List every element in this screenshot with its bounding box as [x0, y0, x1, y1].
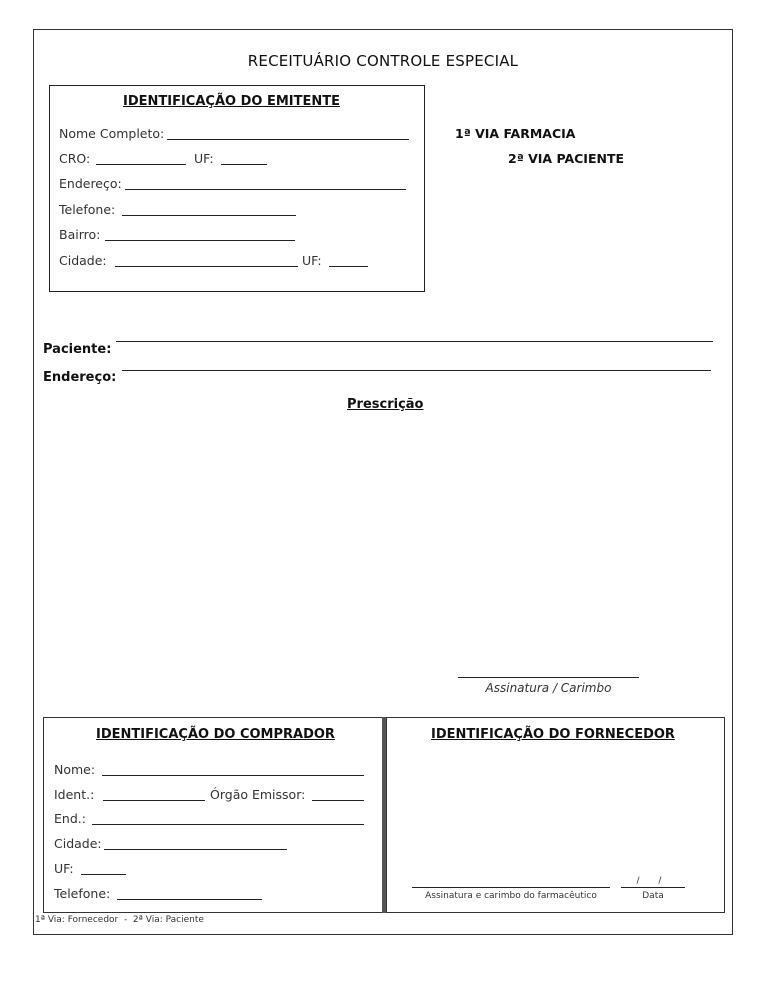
uf-label: UF: [194, 151, 214, 166]
telefone-comprador-field[interactable] [117, 899, 262, 900]
nome-comprador-field[interactable] [102, 775, 364, 776]
form-title: RECEITUÁRIO CONTROLE ESPECIAL [247, 52, 519, 70]
paciente-label: Paciente: [43, 342, 112, 357]
assinatura-farmaceutico-label: Assinatura e carimbo do farmacêutico [425, 891, 597, 901]
via-paciente: 2ª VIA PACIENTE [508, 151, 625, 166]
nome-comprador-label: Nome: [54, 762, 96, 777]
telefone-comprador-label: Telefone: [54, 886, 111, 901]
cidade-comprador-field[interactable] [104, 849, 287, 850]
prescricao-area[interactable] [43, 420, 723, 660]
ident-label: Ident.: [54, 787, 95, 802]
endereco-paciente-field[interactable] [122, 370, 711, 371]
data-label: Data [642, 891, 664, 901]
bairro-label: Bairro: [59, 227, 101, 242]
cro-label: CRO: [59, 151, 91, 166]
comprador-box [43, 717, 384, 913]
cidade-emitente-label: Cidade: [59, 253, 107, 268]
end-comprador-label: End.: [54, 811, 86, 826]
uf-comprador-label: UF: [54, 861, 74, 876]
telefone-emitente-field[interactable] [122, 215, 296, 216]
cidade-emitente-field[interactable] [115, 266, 298, 267]
emitente-heading: IDENTIFICAÇÃO DO EMITENTE [123, 94, 340, 109]
prescricao-heading: Prescrição [347, 397, 424, 412]
bairro-field[interactable] [105, 240, 295, 241]
data-field[interactable] [621, 887, 685, 888]
cidade-uf-label: UF: [302, 253, 322, 268]
uf-comprador-field[interactable] [81, 874, 126, 875]
fornecedor-heading: IDENTIFICAÇÃO DO FORNECEDOR [431, 727, 675, 742]
nome-completo-field[interactable] [167, 139, 409, 140]
end-comprador-field[interactable] [92, 824, 364, 825]
comprador-heading: IDENTIFICAÇÃO DO COMPRADOR [96, 727, 335, 742]
vias-footer: 1ª Via: Fornecedor - 2ª Via: Paciente [35, 915, 204, 925]
via-farmacia: 1ª VIA FARMACIA [455, 126, 576, 141]
nome-completo-label: Nome Completo: [59, 126, 165, 141]
orgao-emissor-field[interactable] [312, 800, 364, 801]
assinatura-label: Assinatura / Carimbo [485, 681, 612, 695]
assinatura-farmaceutico-line[interactable] [412, 887, 610, 888]
telefone-emitente-label: Telefone: [59, 202, 116, 217]
data-slashes: / / [636, 876, 670, 886]
orgao-emissor-label: Órgão Emissor: [210, 787, 306, 802]
uf-field[interactable] [221, 164, 267, 165]
cidade-comprador-label: Cidade: [54, 836, 102, 851]
ident-field[interactable] [103, 800, 205, 801]
assinatura-line[interactable] [458, 677, 639, 678]
endereco-emitente-field[interactable] [125, 189, 406, 190]
cro-field[interactable] [96, 164, 186, 165]
cidade-uf-field[interactable] [329, 266, 368, 267]
endereco-paciente-label: Endereço: [43, 370, 117, 385]
paciente-field[interactable] [116, 341, 713, 342]
endereco-emitente-label: Endereço: [59, 176, 122, 191]
